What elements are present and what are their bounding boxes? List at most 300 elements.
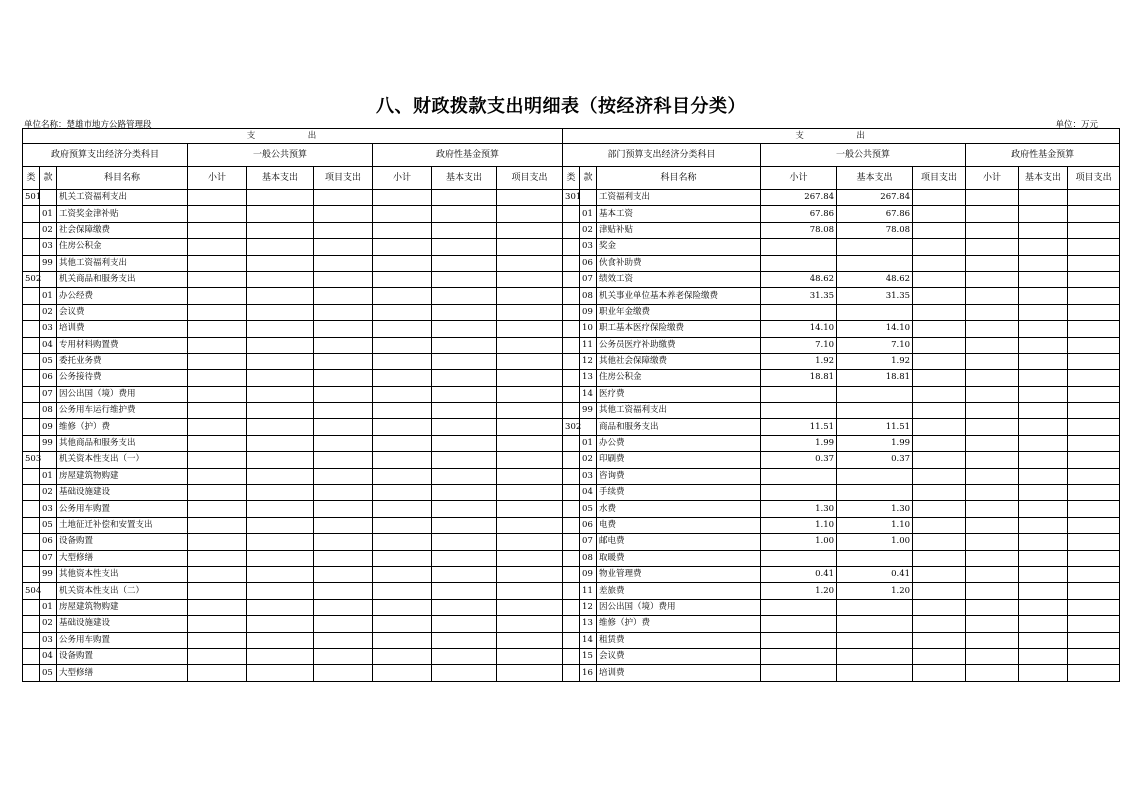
cell-l-kuan — [40, 190, 57, 206]
empty-cell — [966, 648, 1019, 664]
empty-cell — [188, 370, 247, 386]
cell-r-sub — [761, 550, 837, 566]
empty-cell — [314, 419, 373, 435]
cell-l-kuan: 01 — [40, 206, 57, 222]
empty-cell — [913, 632, 966, 648]
col-kuan: 款 — [580, 167, 597, 190]
empty-cell — [966, 616, 1019, 632]
empty-cell — [1068, 403, 1120, 419]
left-expenditure-header: 支 出 — [23, 129, 563, 144]
empty-cell — [1068, 435, 1120, 451]
empty-cell — [913, 255, 966, 271]
empty-cell — [497, 353, 563, 369]
empty-cell — [1068, 190, 1120, 206]
cell-l-name: 其他资本性支出 — [57, 566, 188, 582]
cell-r-basic — [837, 616, 913, 632]
cell-r-lei — [563, 255, 580, 271]
empty-cell — [497, 271, 563, 287]
empty-cell — [247, 337, 314, 353]
cell-r-name: 商品和服务支出 — [597, 419, 761, 435]
empty-cell — [188, 386, 247, 402]
empty-cell — [497, 403, 563, 419]
table-row — [23, 321, 1120, 337]
table-row — [23, 255, 1120, 271]
empty-cell — [373, 485, 432, 501]
empty-cell — [966, 665, 1019, 681]
empty-cell — [966, 501, 1019, 517]
empty-cell — [188, 468, 247, 484]
table-row — [23, 206, 1120, 222]
table-row — [23, 239, 1120, 255]
empty-cell — [1068, 206, 1120, 222]
empty-cell — [1068, 648, 1120, 664]
table-row — [23, 665, 1120, 681]
empty-cell — [966, 583, 1019, 599]
empty-cell — [373, 452, 432, 468]
cell-r-kuan: 09 — [580, 566, 597, 582]
empty-cell — [314, 288, 373, 304]
cell-r-kuan: 99 — [580, 403, 597, 419]
table-row — [23, 435, 1120, 451]
table-row — [23, 271, 1120, 287]
empty-cell — [966, 599, 1019, 615]
cell-r-name: 津贴补贴 — [597, 222, 761, 238]
empty-cell — [966, 534, 1019, 550]
cell-l-lei — [23, 632, 40, 648]
col-subtotal: 小计 — [966, 167, 1019, 190]
cell-l-kuan: 99 — [40, 255, 57, 271]
cell-r-name: 水费 — [597, 501, 761, 517]
empty-cell — [188, 337, 247, 353]
empty-cell — [1019, 501, 1068, 517]
cell-l-name: 工资奖金津补贴 — [57, 206, 188, 222]
empty-cell — [1068, 419, 1120, 435]
empty-cell — [1068, 632, 1120, 648]
empty-cell — [913, 386, 966, 402]
page-title: 八、财政拨款支出明细表（按经济科目分类） — [376, 96, 746, 117]
cell-l-lei — [23, 386, 40, 402]
cell-l-lei — [23, 321, 40, 337]
empty-cell — [314, 632, 373, 648]
table-row — [23, 288, 1120, 304]
empty-cell — [1019, 255, 1068, 271]
empty-cell — [1068, 288, 1120, 304]
empty-cell — [497, 222, 563, 238]
cell-r-basic: 0.37 — [837, 452, 913, 468]
cell-r-basic: 0.41 — [837, 566, 913, 582]
cell-r-basic — [837, 239, 913, 255]
cell-r-name: 取暖费 — [597, 550, 761, 566]
empty-cell — [373, 288, 432, 304]
cell-l-lei: 504 — [23, 583, 40, 599]
cell-l-name: 土地征迁补偿和安置支出 — [57, 517, 188, 533]
cell-l-name: 因公出国（境）费用 — [57, 386, 188, 402]
cell-r-lei — [563, 239, 580, 255]
table-row — [23, 386, 1120, 402]
empty-cell — [188, 665, 247, 681]
table-row — [23, 599, 1120, 615]
cell-r-sub: 48.62 — [761, 271, 837, 287]
cell-r-basic: 78.08 — [837, 222, 913, 238]
col-subject-name: 科目名称 — [597, 167, 761, 190]
cell-r-kuan: 12 — [580, 353, 597, 369]
empty-cell — [314, 599, 373, 615]
cell-r-basic — [837, 550, 913, 566]
cell-r-sub: 1.20 — [761, 583, 837, 599]
empty-cell — [497, 534, 563, 550]
left-category-header: 政府预算支出经济分类科目 — [23, 144, 188, 167]
cell-l-kuan — [40, 583, 57, 599]
empty-cell — [497, 566, 563, 582]
empty-cell — [1019, 534, 1068, 550]
cell-l-name: 办公经费 — [57, 288, 188, 304]
empty-cell — [1019, 616, 1068, 632]
empty-cell — [497, 321, 563, 337]
cell-r-basic — [837, 665, 913, 681]
cell-l-name: 大型修缮 — [57, 665, 188, 681]
empty-cell — [913, 665, 966, 681]
cell-r-kuan: 01 — [580, 435, 597, 451]
empty-cell — [1068, 222, 1120, 238]
empty-cell — [497, 304, 563, 320]
cell-r-lei — [563, 271, 580, 287]
cell-l-name: 培训费 — [57, 321, 188, 337]
empty-cell — [913, 616, 966, 632]
empty-cell — [966, 288, 1019, 304]
empty-cell — [497, 599, 563, 615]
cell-r-name: 印刷费 — [597, 452, 761, 468]
cell-l-kuan: 02 — [40, 616, 57, 632]
empty-cell — [432, 353, 497, 369]
empty-cell — [247, 386, 314, 402]
empty-cell — [373, 550, 432, 566]
cell-r-basic: 14.10 — [837, 321, 913, 337]
col-lei: 类 — [23, 167, 40, 190]
cell-r-lei — [563, 566, 580, 582]
cell-r-basic: 1.00 — [837, 534, 913, 550]
empty-cell — [1019, 435, 1068, 451]
empty-cell — [432, 271, 497, 287]
cell-r-sub — [761, 648, 837, 664]
left-fund-budget-header: 政府性基金预算 — [373, 144, 563, 167]
empty-cell — [373, 239, 432, 255]
cell-l-name: 房屋建筑物购建 — [57, 599, 188, 615]
empty-cell — [432, 566, 497, 582]
empty-cell — [1019, 403, 1068, 419]
cell-l-kuan: 02 — [40, 222, 57, 238]
empty-cell — [497, 501, 563, 517]
empty-cell — [432, 386, 497, 402]
empty-cell — [188, 550, 247, 566]
cell-r-name: 工资福利支出 — [597, 190, 761, 206]
cell-l-kuan: 07 — [40, 550, 57, 566]
empty-cell — [1019, 321, 1068, 337]
empty-cell — [247, 419, 314, 435]
cell-l-lei — [23, 403, 40, 419]
cell-r-basic: 1.92 — [837, 353, 913, 369]
empty-cell — [247, 665, 314, 681]
cell-r-name: 医疗费 — [597, 386, 761, 402]
empty-cell — [1068, 370, 1120, 386]
table-row — [23, 190, 1120, 206]
empty-cell — [913, 419, 966, 435]
col-subtotal: 小计 — [761, 167, 837, 190]
col-project: 项目支出 — [497, 167, 563, 190]
table-row — [23, 370, 1120, 386]
cell-r-basic: 7.10 — [837, 337, 913, 353]
cell-l-kuan: 08 — [40, 403, 57, 419]
table-row — [23, 403, 1120, 419]
empty-cell — [966, 239, 1019, 255]
empty-cell — [373, 665, 432, 681]
empty-cell — [373, 468, 432, 484]
empty-cell — [314, 534, 373, 550]
empty-cell — [966, 632, 1019, 648]
empty-cell — [373, 435, 432, 451]
empty-cell — [1068, 468, 1120, 484]
empty-cell — [247, 648, 314, 664]
cell-r-sub: 11.51 — [761, 419, 837, 435]
empty-cell — [314, 583, 373, 599]
cell-l-lei: 501 — [23, 190, 40, 206]
empty-cell — [373, 271, 432, 287]
empty-cell — [497, 452, 563, 468]
cell-l-name: 其他商品和服务支出 — [57, 435, 188, 451]
empty-cell — [247, 468, 314, 484]
cell-l-kuan — [40, 452, 57, 468]
cell-r-kuan: 03 — [580, 239, 597, 255]
empty-cell — [966, 485, 1019, 501]
empty-cell — [373, 370, 432, 386]
unit-money-label: 单位：万元 — [1055, 120, 1098, 130]
empty-cell — [1019, 648, 1068, 664]
cell-r-basic — [837, 386, 913, 402]
cell-r-kuan: 04 — [580, 485, 597, 501]
cell-l-name: 委托业务费 — [57, 353, 188, 369]
cell-r-lei: 302 — [563, 419, 580, 435]
empty-cell — [913, 239, 966, 255]
cell-r-name: 公务员医疗补助缴费 — [597, 337, 761, 353]
empty-cell — [1019, 632, 1068, 648]
cell-r-name: 其他工资福利支出 — [597, 403, 761, 419]
empty-cell — [188, 616, 247, 632]
cell-r-kuan: 05 — [580, 501, 597, 517]
cell-r-sub: 7.10 — [761, 337, 837, 353]
empty-cell — [1068, 583, 1120, 599]
empty-cell — [497, 386, 563, 402]
empty-cell — [913, 435, 966, 451]
empty-cell — [497, 648, 563, 664]
empty-cell — [373, 566, 432, 582]
cell-r-sub — [761, 403, 837, 419]
cell-r-sub: 267.84 — [761, 190, 837, 206]
cell-r-name: 职工基本医疗保险缴费 — [597, 321, 761, 337]
cell-r-lei — [563, 353, 580, 369]
cell-r-lei — [563, 435, 580, 451]
right-expenditure-header: 支 出 — [563, 129, 1120, 144]
empty-cell — [373, 190, 432, 206]
cell-r-sub — [761, 632, 837, 648]
empty-cell — [432, 206, 497, 222]
col-subject-name: 科目名称 — [57, 167, 188, 190]
cell-r-lei — [563, 337, 580, 353]
table-body — [23, 190, 1120, 682]
empty-cell — [1068, 271, 1120, 287]
cell-r-sub — [761, 304, 837, 320]
empty-cell — [1019, 353, 1068, 369]
empty-cell — [432, 501, 497, 517]
empty-cell — [913, 583, 966, 599]
empty-cell — [913, 648, 966, 664]
empty-cell — [432, 599, 497, 615]
empty-cell — [913, 288, 966, 304]
cell-r-lei — [563, 321, 580, 337]
empty-cell — [432, 665, 497, 681]
empty-cell — [247, 485, 314, 501]
cell-l-kuan: 01 — [40, 599, 57, 615]
empty-cell — [1068, 599, 1120, 615]
empty-cell — [432, 435, 497, 451]
empty-cell — [913, 403, 966, 419]
cell-r-basic: 48.62 — [837, 271, 913, 287]
cell-r-kuan: 07 — [580, 534, 597, 550]
empty-cell — [314, 222, 373, 238]
empty-cell — [432, 452, 497, 468]
empty-cell — [966, 304, 1019, 320]
cell-l-lei — [23, 206, 40, 222]
cell-l-lei — [23, 239, 40, 255]
empty-cell — [247, 632, 314, 648]
empty-cell — [1068, 566, 1120, 582]
empty-cell — [188, 501, 247, 517]
empty-cell — [913, 206, 966, 222]
cell-l-name: 机关工资福利支出 — [57, 190, 188, 206]
cell-r-sub: 67.86 — [761, 206, 837, 222]
cell-l-name: 会议费 — [57, 304, 188, 320]
cell-r-sub: 78.08 — [761, 222, 837, 238]
cell-l-name: 大型修缮 — [57, 550, 188, 566]
empty-cell — [1019, 370, 1068, 386]
empty-cell — [432, 616, 497, 632]
cell-r-lei — [563, 550, 580, 566]
cell-r-basic: 267.84 — [837, 190, 913, 206]
empty-cell — [314, 190, 373, 206]
empty-cell — [432, 419, 497, 435]
cell-l-lei: 503 — [23, 452, 40, 468]
cell-r-basic: 31.35 — [837, 288, 913, 304]
empty-cell — [497, 435, 563, 451]
table-row — [23, 337, 1120, 353]
cell-r-kuan — [580, 419, 597, 435]
empty-cell — [247, 566, 314, 582]
empty-cell — [373, 419, 432, 435]
empty-cell — [314, 435, 373, 451]
empty-cell — [497, 616, 563, 632]
empty-cell — [1068, 665, 1120, 681]
empty-cell — [1019, 271, 1068, 287]
empty-cell — [1068, 239, 1120, 255]
empty-cell — [913, 353, 966, 369]
empty-cell — [913, 599, 966, 615]
empty-cell — [432, 583, 497, 599]
cell-r-kuan: 08 — [580, 288, 597, 304]
cell-r-name: 电费 — [597, 517, 761, 533]
empty-cell — [966, 337, 1019, 353]
empty-cell — [913, 321, 966, 337]
empty-cell — [314, 665, 373, 681]
cell-r-sub: 31.35 — [761, 288, 837, 304]
empty-cell — [966, 255, 1019, 271]
empty-cell — [432, 403, 497, 419]
cell-r-sub: 1.99 — [761, 435, 837, 451]
cell-r-basic — [837, 468, 913, 484]
cell-r-name: 办公费 — [597, 435, 761, 451]
empty-cell — [188, 288, 247, 304]
cell-l-lei — [23, 501, 40, 517]
empty-cell — [432, 288, 497, 304]
cell-r-lei — [563, 665, 580, 681]
empty-cell — [432, 222, 497, 238]
empty-cell — [188, 239, 247, 255]
empty-cell — [247, 583, 314, 599]
empty-cell — [373, 632, 432, 648]
cell-r-basic: 1.30 — [837, 501, 913, 517]
empty-cell — [247, 288, 314, 304]
cell-r-sub — [761, 599, 837, 615]
cell-l-kuan: 09 — [40, 419, 57, 435]
cell-l-lei — [23, 288, 40, 304]
empty-cell — [188, 206, 247, 222]
cell-r-name: 物业管理费 — [597, 566, 761, 582]
cell-r-name: 差旅费 — [597, 583, 761, 599]
cell-r-name: 培训费 — [597, 665, 761, 681]
cell-r-name: 租赁费 — [597, 632, 761, 648]
cell-l-name: 房屋建筑物购建 — [57, 468, 188, 484]
empty-cell — [188, 583, 247, 599]
cell-l-lei — [23, 648, 40, 664]
cell-r-sub — [761, 255, 837, 271]
empty-cell — [432, 239, 497, 255]
empty-cell — [247, 599, 314, 615]
cell-l-lei — [23, 550, 40, 566]
empty-cell — [913, 534, 966, 550]
empty-cell — [1019, 517, 1068, 533]
cell-r-name: 职业年金缴费 — [597, 304, 761, 320]
empty-cell — [497, 239, 563, 255]
empty-cell — [432, 468, 497, 484]
cell-l-lei — [23, 353, 40, 369]
empty-cell — [188, 648, 247, 664]
empty-cell — [373, 353, 432, 369]
empty-cell — [188, 190, 247, 206]
empty-cell — [247, 222, 314, 238]
col-lei: 类 — [563, 167, 580, 190]
empty-cell — [966, 550, 1019, 566]
cell-l-lei — [23, 370, 40, 386]
cell-r-kuan: 11 — [580, 583, 597, 599]
empty-cell — [373, 583, 432, 599]
cell-r-name: 邮电费 — [597, 534, 761, 550]
cell-l-kuan: 99 — [40, 566, 57, 582]
empty-cell — [966, 386, 1019, 402]
empty-cell — [314, 304, 373, 320]
empty-cell — [247, 190, 314, 206]
cell-l-name: 机关资本性支出（一） — [57, 452, 188, 468]
empty-cell — [432, 337, 497, 353]
cell-r-lei — [563, 222, 580, 238]
empty-cell — [913, 517, 966, 533]
cell-r-kuan: 01 — [580, 206, 597, 222]
